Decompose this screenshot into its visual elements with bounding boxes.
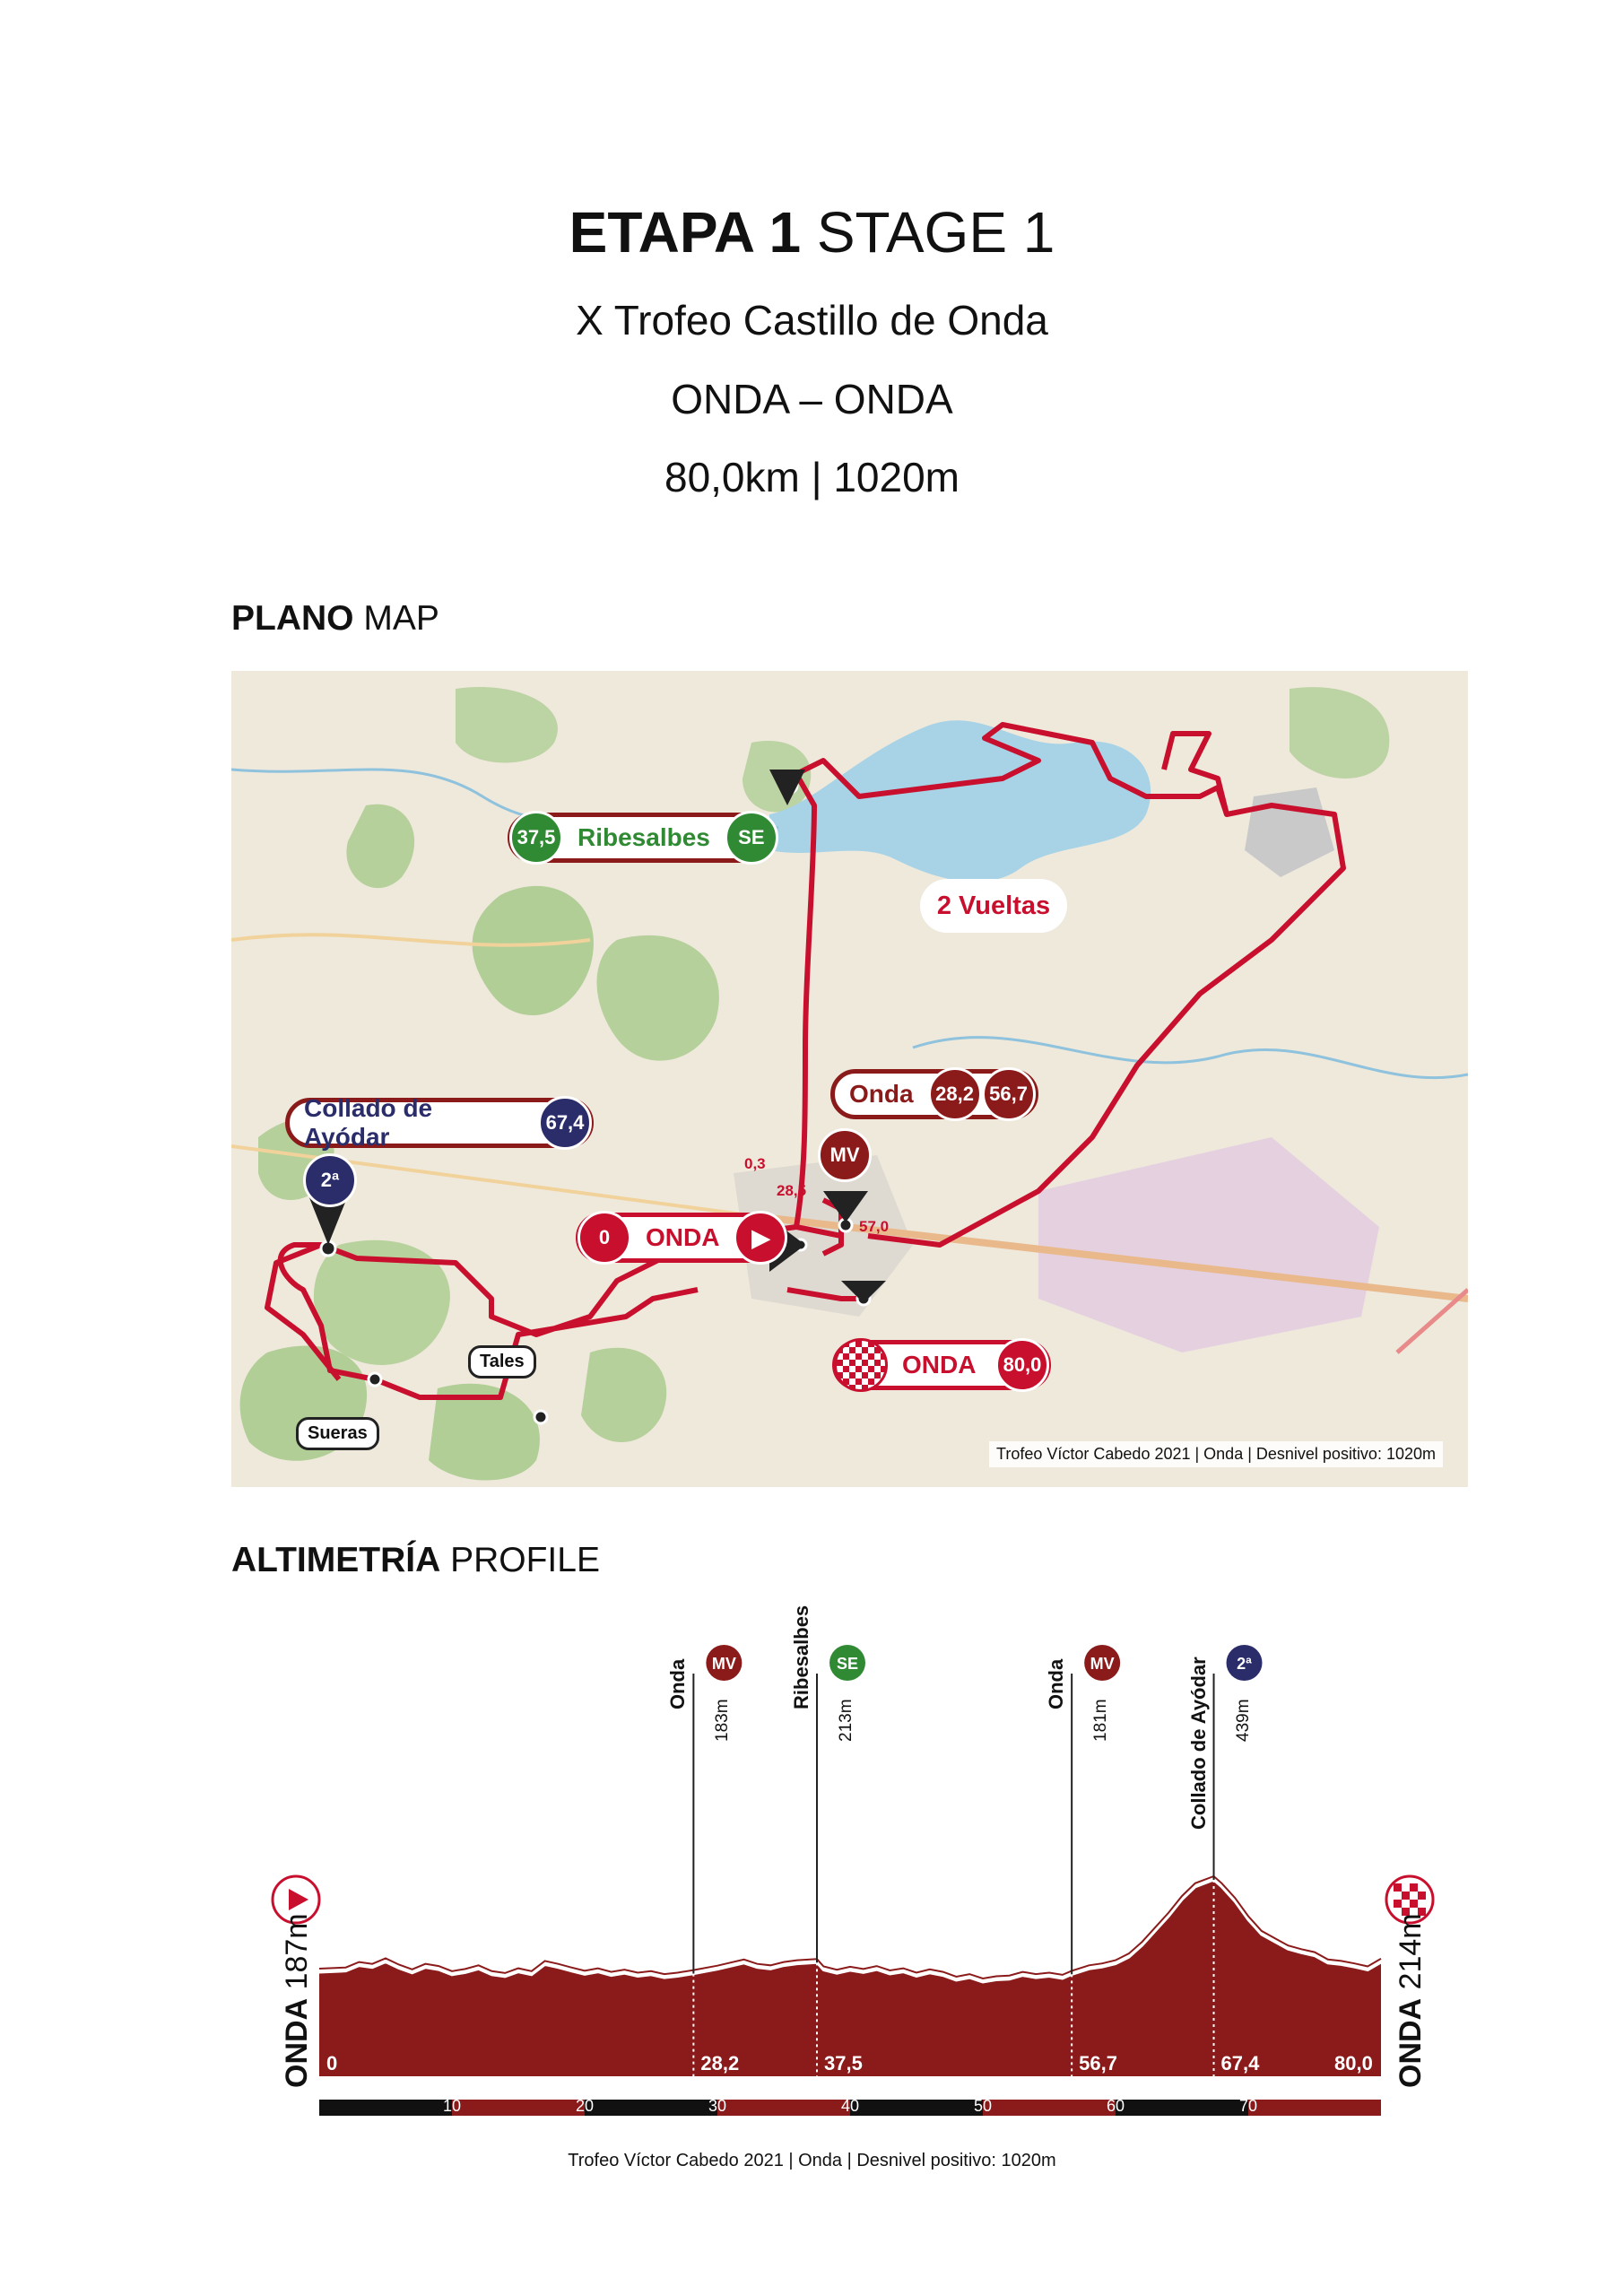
finish-flag-square	[1418, 1892, 1426, 1900]
collado-label	[285, 1094, 594, 1151]
scale-tick-label: 10	[442, 2097, 462, 2115]
ribesalbes-km: 37,5	[509, 811, 563, 865]
marker-altitude: 439m	[1233, 1699, 1253, 1742]
finish-flag-square	[1402, 1892, 1410, 1900]
finish-flag-square	[1410, 1883, 1418, 1892]
scale-segment	[585, 2100, 717, 2116]
route-map	[231, 671, 1468, 1487]
map-heading: PLANO MAP	[231, 599, 439, 638]
km-label: 80,0	[1334, 2052, 1373, 2074]
ribesalbes-label	[508, 813, 768, 863]
start-name-alt	[280, 1913, 315, 2088]
finish-flag-square	[1394, 1900, 1402, 1908]
scale-tick-label: 50	[973, 2097, 993, 2115]
km-0-3: 0,3	[744, 1155, 766, 1172]
stage-title-rest: STAGE 1	[816, 200, 1055, 265]
stage-title-bold: ETAPA 1	[569, 200, 802, 265]
start-name: ONDA	[646, 1223, 720, 1251]
race-name: X Trofeo Castillo de Onda	[576, 297, 1048, 344]
finish-alt: 214m	[1394, 1913, 1428, 1990]
elevation-profile	[251, 1605, 1453, 2197]
scale-segment	[717, 2100, 850, 2116]
sprint-badge: SE	[725, 811, 778, 865]
onda-km-2: 56,7	[982, 1067, 1036, 1121]
marker-altitude: 183m	[713, 1699, 733, 1742]
town-tales: Tales	[468, 1345, 536, 1378]
finish-flag-icon	[834, 1338, 888, 1392]
marker-altitude: 213m	[837, 1699, 855, 1742]
finish-name: ONDA	[1394, 1997, 1428, 2088]
km-label: 56,7	[1079, 2052, 1117, 2074]
km-57-0: 57,0	[859, 1218, 890, 1235]
finish-flag-square	[1410, 1900, 1418, 1908]
km-label: 37,5	[824, 2052, 863, 2074]
scale-segment	[983, 2100, 1116, 2116]
stage-distance: 80,0km | 1020m	[664, 454, 960, 500]
start-name: ONDA	[280, 1997, 314, 2088]
scale-tick-label: 40	[840, 2097, 860, 2115]
km-label: 28,2	[700, 2052, 740, 2074]
onda-name: Onda	[849, 1080, 914, 1108]
scale-segment	[1116, 2100, 1248, 2116]
onda-km-1: 28,2	[928, 1067, 982, 1121]
marker-name: Onda	[1045, 1658, 1068, 1709]
route-endpoints: ONDA – ONDA	[671, 376, 953, 422]
start-label	[576, 1213, 787, 1263]
finish-flag-square	[1394, 1883, 1402, 1892]
finish-label	[832, 1340, 1051, 1390]
marker-name: Collado de Ayódar	[1186, 1657, 1210, 1830]
map-credit: Trofeo Víctor Cabedo 2021 | Onda | Desnivel positivo: 1020m	[989, 1441, 1443, 1467]
profile-heading: ALTIMETRÍA PROFILE	[231, 1541, 600, 1579]
km-label: 67,4	[1220, 2052, 1260, 2074]
marker-badge-text: 2ª	[1237, 1655, 1252, 1673]
profile-credit: Trofeo Víctor Cabedo 2021 | Onda | Desnivel positivo: 1020m	[568, 2151, 1056, 2170]
ribesalbes-name: Ribesalbes	[578, 823, 710, 851]
stage-title	[0, 199, 1624, 265]
finish-km: 80,0	[995, 1338, 1049, 1392]
finish-name-alt	[1394, 1913, 1429, 2088]
marker-name: Onda	[666, 1658, 690, 1709]
marker-altitude: 181m	[1091, 1699, 1111, 1742]
start-play-icon: ▶	[734, 1211, 787, 1265]
mountain-cat-badge: 2ª	[303, 1153, 357, 1207]
km-28-5: 28,5	[777, 1182, 807, 1199]
start-alt: 187m	[280, 1913, 314, 1990]
onda-intermediate-label	[830, 1069, 1038, 1119]
marker-name: Ribesalbes	[790, 1605, 812, 1709]
scale-tick-label: 30	[708, 2097, 727, 2115]
marker-badge-text: SE	[836, 1655, 859, 1673]
collado-km: 67,4	[538, 1096, 592, 1150]
km-label: 0	[326, 2052, 338, 2074]
collado-name: Collado de Ayódar	[304, 1094, 433, 1151]
scale-tick-label: 60	[1106, 2097, 1125, 2115]
marker-badge-text: MV	[1090, 1655, 1115, 1673]
start-km: 0	[578, 1211, 631, 1265]
mv-badge: MV	[818, 1128, 872, 1182]
scale-segment	[1248, 2100, 1381, 2116]
town-sueras: Sueras	[296, 1417, 379, 1450]
scale-tick-label: 70	[1238, 2097, 1258, 2115]
scale-segment	[452, 2100, 585, 2116]
finish-name: ONDA	[902, 1351, 977, 1378]
scale-segment	[319, 2100, 452, 2116]
elevation-area	[319, 1880, 1381, 2076]
laps-label: 2 Vueltas	[920, 879, 1067, 933]
scale-segment	[850, 2100, 983, 2116]
marker-badge-text: MV	[711, 1655, 736, 1673]
scale-tick-label: 20	[575, 2097, 595, 2115]
